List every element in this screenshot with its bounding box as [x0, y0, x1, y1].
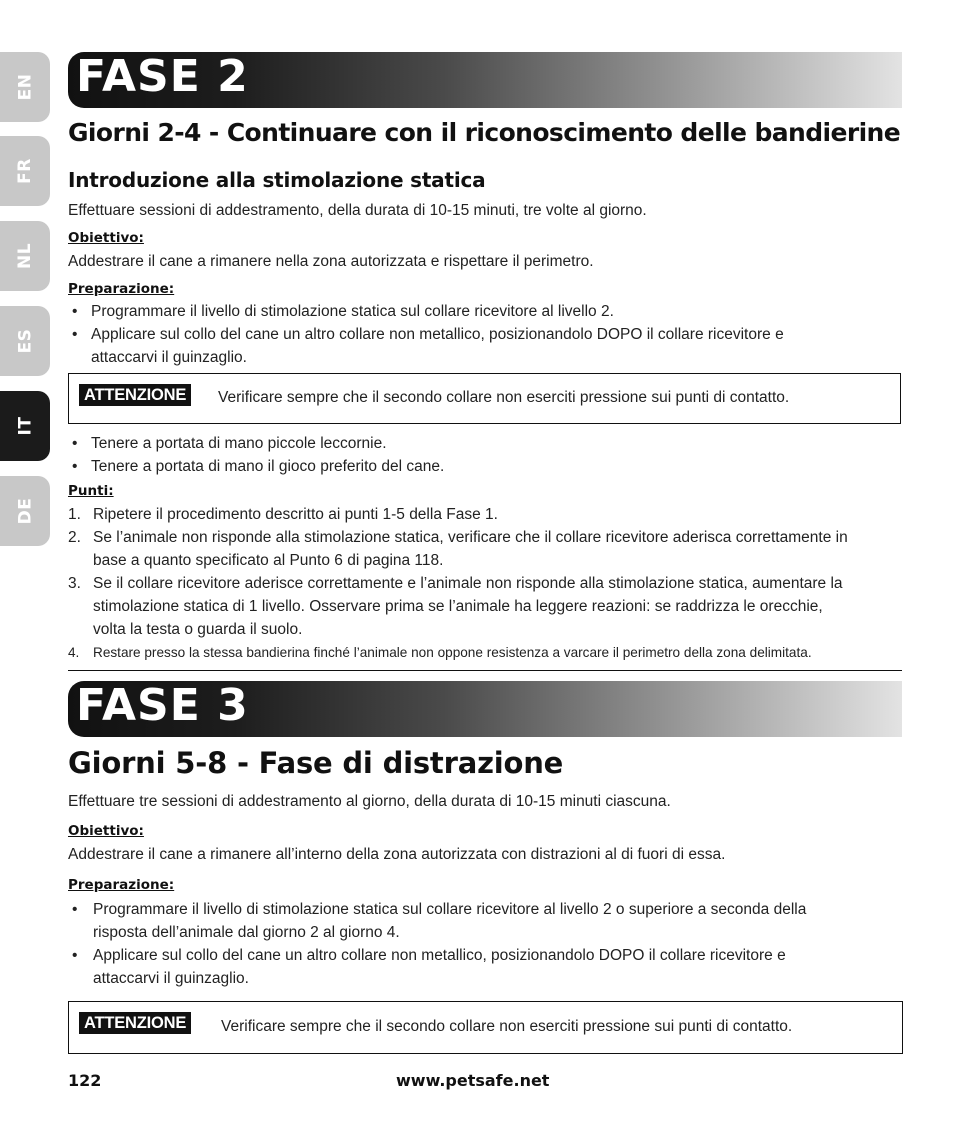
- list-item: Tenere a portata di mano il gioco preferito del cane.: [91, 458, 445, 475]
- tab-es[interactable]: [0, 306, 50, 376]
- step-text: Restare presso la stessa bandierina finché l’animale non oppone resistenza a varcare il perimetro della zona delimitata.: [93, 645, 812, 660]
- page-number: 122: [68, 1071, 102, 1090]
- phase2-prep-list: [68, 300, 902, 370]
- list-item: Applicare sul collo del cane un altro collare non metallico, posizionandolo DOPO il collare ricevitore e: [91, 326, 784, 343]
- step-text: Se l’animale non risponde alla stimolazione statica, verificare che il collare ricevitore aderisca correttamente in: [93, 529, 848, 546]
- tab-label: ES: [14, 328, 35, 354]
- phase3-title: Giorni 5-8 - Fase di distrazione: [68, 746, 564, 780]
- tab-fr[interactable]: [0, 136, 50, 206]
- phase2-prep-label: Preparazione:: [68, 281, 175, 297]
- step-text-continuation: volta la testa o guarda il suolo.: [93, 621, 303, 638]
- footer-url[interactable]: www.petsafe.net: [396, 1071, 550, 1090]
- step-number: 1.: [68, 506, 81, 523]
- list-item: Applicare sul collo del cane un altro collare non metallico, posizionandolo DOPO il collare ricevitore e: [93, 947, 786, 964]
- tab-label: DE: [14, 497, 35, 525]
- list-item: Programmare il livello di stimolazione statica sul collare ricevitore al livello 2.: [91, 303, 614, 320]
- phase3-objective-text: Addestrare il cane a rimanere all’interno della zona autorizzata con distrazioni al di fuori di essa.: [68, 846, 726, 863]
- phase2-objective-label: Obiettivo:: [68, 230, 144, 246]
- phase2-objective-text: Addestrare il cane a rimanere nella zona autorizzata e rispettare il perimetro.: [68, 253, 594, 270]
- phase3-objective-label: Obiettivo:: [68, 823, 144, 839]
- phase3-intro: Effettuare tre sessioni di addestramento al giorno, della durata di 10-15 minuti ciascuna.: [68, 793, 671, 810]
- tab-de[interactable]: [0, 476, 50, 546]
- phase3-prep-label: Preparazione:: [68, 877, 175, 893]
- phase2-subtitle: Introduzione alla stimolazione statica: [68, 168, 486, 192]
- step-number: 3.: [68, 575, 81, 592]
- step-number: 4.: [68, 645, 80, 660]
- phase2-steps-label: Punti:: [68, 483, 114, 499]
- tab-nl[interactable]: [0, 221, 50, 291]
- bullet: •: [72, 435, 78, 452]
- tab-label: NL: [15, 242, 35, 270]
- tab-label: IT: [14, 416, 35, 436]
- step-text: Ripetere il procedimento descritto ai punti 1-5 della Fase 1.: [93, 506, 498, 523]
- phase2-steps-list: [68, 503, 902, 663]
- step-text-continuation: stimolazione statica di 1 livello. Osservare prima se l’animale ha leggere reazioni: se raddrizza le orecchie,: [93, 598, 823, 615]
- tab-label: FR: [14, 158, 35, 184]
- phase3-caution-box: [68, 1001, 903, 1054]
- list-item-continuation: attaccarvi il guinzaglio.: [93, 970, 249, 987]
- step-number: 2.: [68, 529, 81, 546]
- phase3-prep-list: [68, 898, 902, 990]
- phase2-title: Giorni 2-4 - Continuare con il riconoscimento delle bandierine: [68, 118, 901, 147]
- bullet: •: [72, 303, 78, 320]
- phase3-banner-title: FASE 3: [76, 680, 249, 731]
- section-divider: [68, 670, 902, 671]
- phase2-caution-box: [68, 373, 901, 424]
- step-text: Se il collare ricevitore aderisce correttamente e l’animale non risponde alla stimolazione statica, aumentare la: [93, 575, 843, 592]
- list-item-continuation: risposta dell’animale dal giorno 2 al giorno 4.: [93, 924, 400, 941]
- step-text-continuation: base a quanto specificato al Punto 6 di pagina 118.: [93, 552, 444, 569]
- tab-it[interactable]: [0, 391, 50, 461]
- bullet: •: [72, 901, 78, 918]
- caution-badge: ATTENZIONE: [79, 384, 191, 406]
- list-item: Programmare il livello di stimolazione statica sul collare ricevitore al livello 2 o superiore a seconda della: [93, 901, 807, 918]
- caution-text: Verificare sempre che il secondo collare non eserciti pressione sui punti di contatto.: [221, 1018, 793, 1035]
- phase2-intro: Effettuare sessioni di addestramento, della durata di 10-15 minuti, tre volte al giorno.: [68, 202, 647, 219]
- bullet: •: [72, 458, 78, 475]
- caution-badge: ATTENZIONE: [79, 1012, 191, 1034]
- bullet: •: [72, 326, 78, 343]
- caution-text: Verificare sempre che il secondo collare non eserciti pressione sui punti di contatto.: [218, 389, 790, 406]
- tab-en[interactable]: [0, 52, 50, 122]
- list-item-continuation: attaccarvi il guinzaglio.: [91, 349, 247, 366]
- phase2-banner: [68, 52, 902, 108]
- tab-label: EN: [15, 73, 35, 101]
- phase3-banner: [68, 681, 902, 737]
- phase2-banner-title: FASE 2: [76, 51, 249, 102]
- bullet: •: [72, 947, 78, 964]
- phase2-extra-list: [68, 432, 902, 478]
- list-item: Tenere a portata di mano piccole leccornie.: [91, 435, 387, 452]
